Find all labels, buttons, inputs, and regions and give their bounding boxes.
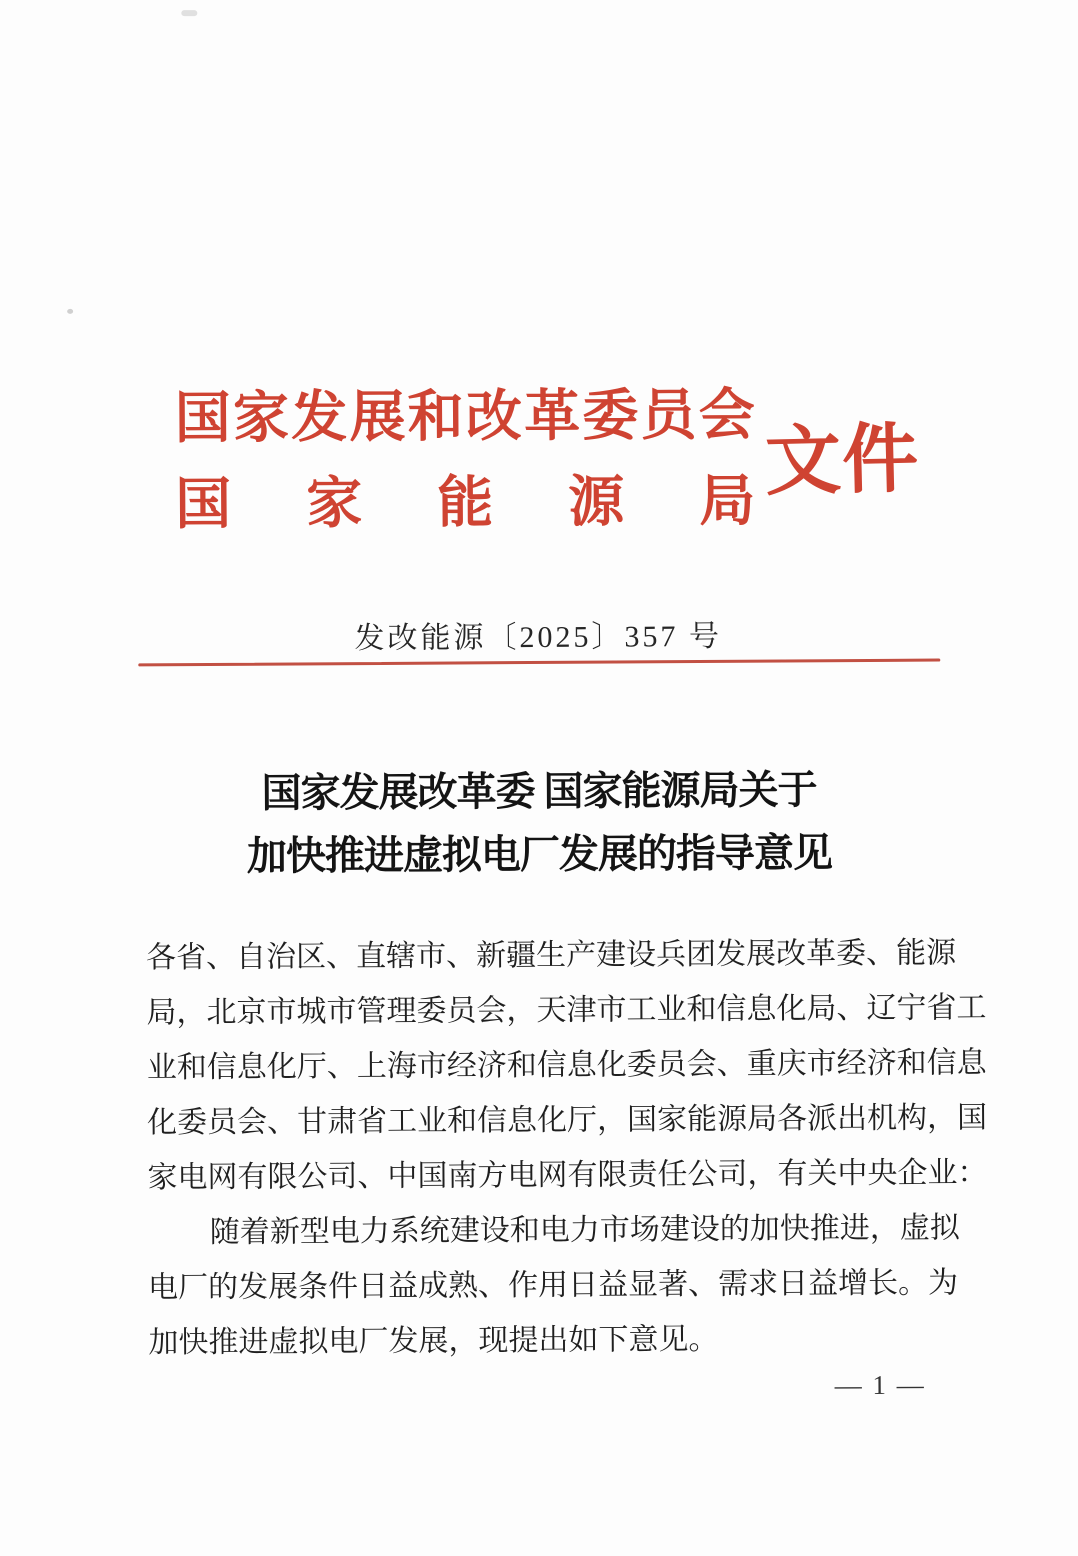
title-line-2: 加快推进虚拟电厂发展的指导意见 bbox=[246, 830, 833, 879]
page-number: — 1 — bbox=[834, 1369, 926, 1401]
issuing-agencies bbox=[175, 377, 756, 535]
body-line: 业 和 信 息 化 厅 、 上 海 市 经 济 和 信 息 化 委 员 会 、 重 庆 市 经 济 和 信 息 bbox=[146, 1046, 987, 1085]
agency-name-line2: 国 家 能 源 局 bbox=[175, 470, 756, 537]
body-line-paragraph-start: 随 着 新 型 电 力 系 统 建 设 和 电 力 市 场 建 设 的 加 快 推 进 ， 虚 拟 bbox=[209, 1211, 960, 1250]
red-divider-line bbox=[138, 659, 940, 667]
body-line: 电 厂 的 发 展 条 件 日 益 成 熟 、 作 用 日 益 显 著 、 需 求 日 益 增 长 。 为 bbox=[148, 1266, 959, 1305]
body-line: 局 ， 北 京 市 城 市 管 理 委 员 会 ， 天 津 市 工 业 和 信 息 化 局 、 辽 宁 省 工 bbox=[146, 991, 987, 1030]
document-word: 文件 bbox=[764, 416, 921, 505]
scan-artifact bbox=[67, 309, 73, 314]
title-line-1: 国家发展改革委 国家能源局关于 bbox=[261, 767, 817, 816]
body-line: 化 委 员 会 、 甘 肃 省 工 业 和 信 息 化 厅 ， 国 家 能 源 局 各 派 出 机 构 ， 国 bbox=[146, 1101, 988, 1140]
document-body bbox=[145, 926, 988, 1371]
body-line: 加快推进虚拟电厂发展，现提出如下意见。 bbox=[148, 1322, 719, 1360]
document-reference-number: 发改能源〔2025〕357 号 bbox=[354, 619, 722, 656]
letterhead bbox=[174, 376, 921, 537]
agency-name-line1: 国 家 发 展 和 改 革 委 员 会 bbox=[174, 384, 755, 451]
body-line: 各 省 、 自 治 区 、 直 辖 市 、 新 疆 生 产 建 设 兵 团 发 展 改 革 委 、 能 源 bbox=[145, 936, 957, 975]
document-title bbox=[0, 757, 1078, 890]
scan-artifact bbox=[181, 10, 197, 16]
body-line: 家 电 网 有 限 公 司 、 中 国 南 方 电 网 有 限 责 任 公 司 ， 有 关 中 央 企 业 ： bbox=[147, 1156, 988, 1195]
